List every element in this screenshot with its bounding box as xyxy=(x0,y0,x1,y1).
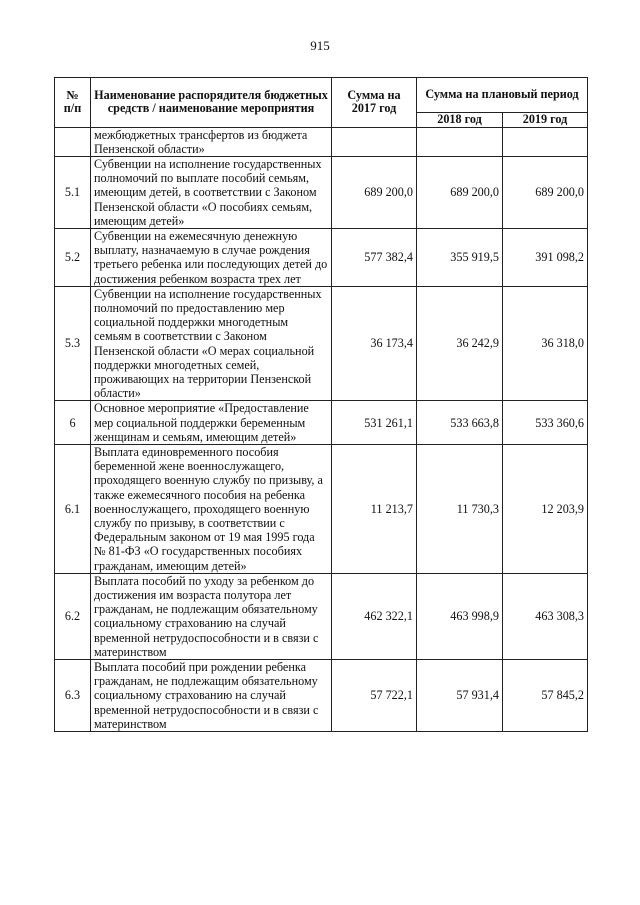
row-value-2019: 689 200,0 xyxy=(503,156,588,228)
row-value-2019: 463 308,3 xyxy=(503,573,588,659)
table-row xyxy=(55,444,588,573)
row-name: Основное мероприятие «Предоставление мер социальной поддержки беременным женщинам и семьям, имеющим детей» xyxy=(91,401,332,445)
header-name: Наименование распорядителя бюджетных средств / наименование мероприятия xyxy=(91,78,332,128)
header-num: № п/п xyxy=(55,78,91,128)
header-sum-2017: Сумма на 2017 год xyxy=(332,78,417,128)
header-plan-period: Сумма на плановый период xyxy=(417,78,588,113)
table-body xyxy=(55,127,588,732)
row-value-2019: 36 318,0 xyxy=(503,286,588,401)
row-value-2018: 463 998,9 xyxy=(417,573,503,659)
row-value-2018: 36 242,9 xyxy=(417,286,503,401)
row-value-2018: 533 663,8 xyxy=(417,401,503,445)
header-year-2019: 2019 год xyxy=(503,113,588,128)
page-number: 915 xyxy=(310,38,330,53)
row-name: Субвенции на исполнение государственных полномочий по выплате пособий семьям, имеющим детей, в соответствии с Законом Пензенской области «О пособиях семьям, имеющим детей» xyxy=(91,156,332,228)
row-value-2019: 533 360,6 xyxy=(503,401,588,445)
row-number: 6.3 xyxy=(55,660,91,732)
row-value-2018: 689 200,0 xyxy=(417,156,503,228)
row-value-2019 xyxy=(503,127,588,156)
row-value-2018 xyxy=(417,127,503,156)
budget-table xyxy=(54,77,588,732)
row-name: Субвенции на ежемесячную денежную выплату, назначаемую в случае рождения третьего ребенка или последующих детей до достижения ребенком возраста трех лет xyxy=(91,228,332,286)
row-value-2017: 36 173,4 xyxy=(332,286,417,401)
row-value-2018: 355 919,5 xyxy=(417,228,503,286)
row-name: Выплата единовременного пособия беременной жене военнослужащего, проходящего военную службу по призыву, а также ежемесячного пособия на ребенка военнослужащего, проходящего военную службу по призыву, в соответствии с Федеральным законом от 19 мая 1995 года № 81-ФЗ «О государственных пособиях гражданам, имеющим детей» xyxy=(91,444,332,573)
row-value-2017: 11 213,7 xyxy=(332,444,417,573)
row-name: межбюджетных трансфертов из бюджета Пензенской области» xyxy=(91,127,332,156)
table-row xyxy=(55,156,588,228)
row-value-2017: 57 722,1 xyxy=(332,660,417,732)
row-number: 6.1 xyxy=(55,444,91,573)
row-value-2017: 577 382,4 xyxy=(332,228,417,286)
table-row xyxy=(55,401,588,445)
row-number: 5.1 xyxy=(55,156,91,228)
row-name: Выплата пособий по уходу за ребенком до достижения им возраста полутора лет гражданам, не подлежащим обязательному социальному страхованию на случай временной нетрудоспособности и в связи с материнством xyxy=(91,573,332,659)
row-value-2019: 391 098,2 xyxy=(503,228,588,286)
row-value-2019: 57 845,2 xyxy=(503,660,588,732)
row-number: 5.3 xyxy=(55,286,91,401)
table-row xyxy=(55,573,588,659)
row-value-2018: 57 931,4 xyxy=(417,660,503,732)
row-number: 6.2 xyxy=(55,573,91,659)
row-number: 6 xyxy=(55,401,91,445)
row-number: 5.2 xyxy=(55,228,91,286)
row-name: Субвенции на исполнение государственных полномочий по предоставлению мер социальной поддержки многодетным семьям в соответствии с Законом Пензенской области «О мерах социальной поддержки многодетных семей, проживающих на территории Пензенской области» xyxy=(91,286,332,401)
row-number xyxy=(55,127,91,156)
row-value-2017: 689 200,0 xyxy=(332,156,417,228)
table-row xyxy=(55,228,588,286)
row-value-2018: 11 730,3 xyxy=(417,444,503,573)
row-value-2017: 531 261,1 xyxy=(332,401,417,445)
table-row xyxy=(55,286,588,401)
row-value-2019: 12 203,9 xyxy=(503,444,588,573)
row-value-2017: 462 322,1 xyxy=(332,573,417,659)
row-value-2017 xyxy=(332,127,417,156)
table-row xyxy=(55,127,588,156)
row-name: Выплата пособий при рождении ребенка гражданам, не подлежащим обязательному социальному страхованию на случай временной нетрудоспособности и в связи с материнством xyxy=(91,660,332,732)
header-year-2018: 2018 год xyxy=(417,113,503,128)
table-row xyxy=(55,660,588,732)
